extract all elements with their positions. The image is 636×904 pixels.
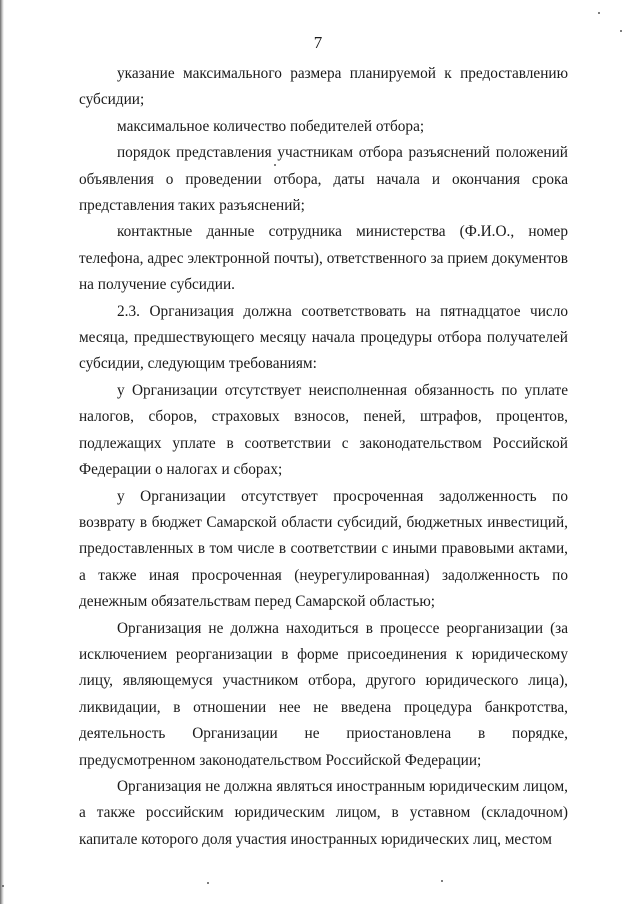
paragraph-section-2-3: 2.3. Организация должна соответствовать на пятнадцатое число месяца, предшествующего месяцу начала процедуры отбора получателей субсидии, следующим требованиям: bbox=[79, 302, 568, 373]
scan-speck bbox=[441, 880, 443, 882]
paragraph-max-winners: максимальное количество победителей отбора; bbox=[117, 117, 425, 135]
scan-speck bbox=[598, 12, 600, 14]
paragraph-contact-data: контактные данные сотрудника министерства (Ф.И.О., номер телефона, адрес электронной почты), ответственного за прием документов на получение субсидии. bbox=[79, 223, 568, 294]
page-number: 7 bbox=[313, 33, 323, 52]
paragraph-tax-obligations: у Организации отсутствует неисполненная обязанность по уплате налогов, сборов, страховых взносов, пеней, штрафов, процентов, подлежащих уплате в соответствии с законодательством Российской Федерации о налогах и сборах; bbox=[79, 381, 568, 479]
paragraph-clarifications: порядок представления участникам отбора разъяснений положений объявления о проведении отбора, даты начала и окончания срока представления таких разъяснений; bbox=[79, 144, 568, 215]
paragraph-reorganization: Организация не должна находиться в процессе реорганизации (за исключением реорганизации в форме присоединения к юридическому лицу, являющемуся участником отбора, другого юридического лица), ликвидации, в отношении нее не введена процедура банкротства, деятельность Организации не приостановлена в порядке, предусмотренном законодательством Российской Федерации; bbox=[79, 619, 568, 769]
scan-speck bbox=[274, 164, 276, 166]
paragraph-overdue-debt: у Организации отсутствует просроченная задолженность по возврату в бюджет Самарской области субсидий, бюджетных инвестиций, предоставленных в том числе в соответствии с иными правовыми актами, а также иная просроченная (неурегулированная) задолженность по денежным обязательствам перед Самарской областью; bbox=[79, 487, 568, 611]
scan-speck bbox=[2, 885, 4, 887]
scan-speck bbox=[207, 882, 209, 884]
document-body bbox=[79, 61, 568, 853]
paragraph-foreign-entity: Организация не должна являться иностранным юридическим лицом, а также российским юридическим лицом, в уставном (складочном) капитале которого доля участия иностранных юридических лиц, местом bbox=[79, 777, 568, 848]
scan-edge-shadow bbox=[0, 0, 4, 904]
scan-speck bbox=[620, 30, 622, 32]
paragraph-max-subsidy: указание максимального размера планируемой к предоставлению субсидии; bbox=[79, 65, 568, 109]
